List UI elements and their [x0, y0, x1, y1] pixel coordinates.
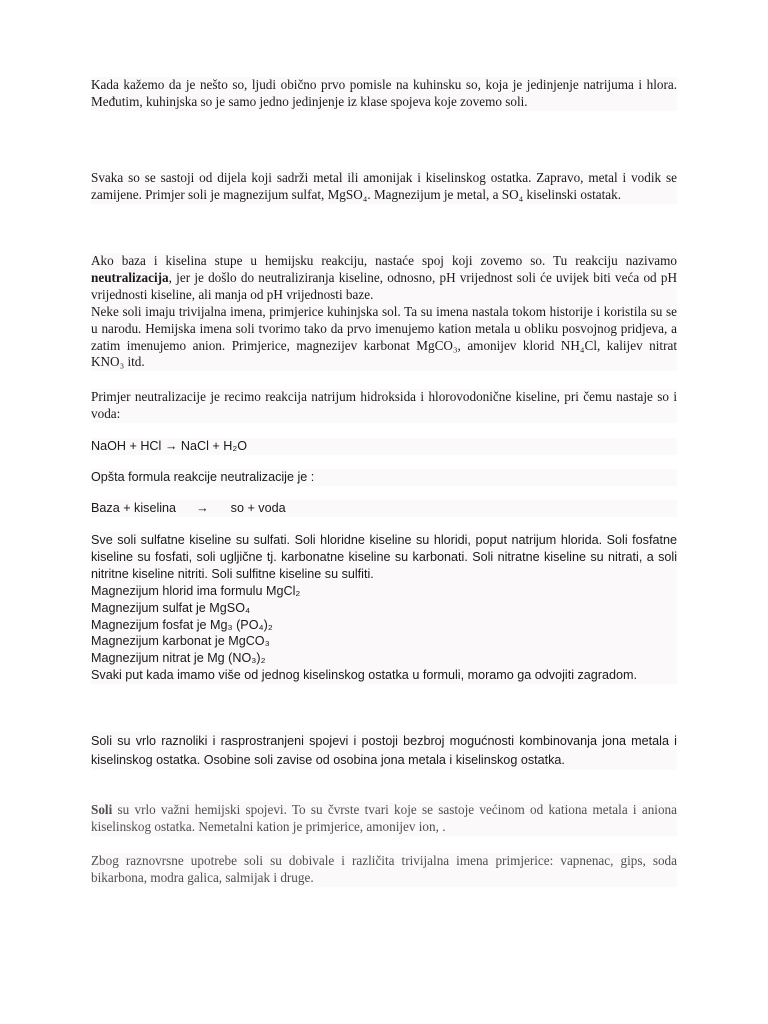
salts-important-text: Soli su vrlo važni hemijski spojevi. To su čvrste tvari koje se sastoje većinom od kationa metala i aniona kiselinskog ostatka. Nemetalni kation je primjerice, amonijev ion, . [91, 802, 677, 834]
list-item: Magnezijum hlorid ima formulu MgCl₂ [91, 583, 301, 598]
neutralization-text: Ako baza i kiselina stupe u hemijsku reakciju, nastaće spoj koji zovemo so. Tu reakciju nazivamo neutralizacija, jer je došlo do neutraliziranja kiseline, odnosno, pH vrijednost soli će uvijek biti veća od pH vrijednosti kiseline, ali manja od pH vrijednosti baze. [91, 253, 677, 302]
paragraph-variety [91, 732, 677, 770]
example-text: Primjer neutralizacije je recimo reakcija natrijum hidroksida i hlorovodonične kiseline, pri čemu nastaje so i voda: [91, 389, 677, 421]
list-item: Magnezijum fosfat je Mg₃ (PO₄)₂ [91, 617, 273, 632]
salts-term: Soli [91, 802, 113, 817]
neutralization-term: neutralizacija [91, 269, 169, 285]
salt-types-text: Sve soli sulfatne kiseline su sulfati. Soli hloridne kiseline su hloridi, poput natrijum hlorida. Soli fosfatne kiseline su fosfati, soli ugljične tj. karbonatne kiseline su karbonati. Soli nitratne kiseline su nitrati, a soli nitritne kiseline nitriti. Soli sulfitne kiseline su sulfiti. [91, 533, 677, 581]
general-formula-equation [91, 500, 677, 517]
formula-right: so + voda [230, 501, 286, 515]
paragraph-trivial-uses [91, 853, 677, 887]
trivial-names-text: Neke soli imaju trivijalna imena, primjerice kuhinjska sol. Ta su imena nastala tokom historije i koristila su se u narodu. Hemijska imena soli tvorimo tako da prvo imenujemo kation metala u obliku posvojnog pridjeva, a zatim imenujemo anion. Primjerice, magnezijev karbonat MgCO₃, amonijev klorid NH₄Cl, kalijev nitrat KNO₃ itd. [91, 303, 677, 370]
salt-composition-text: Svaka so se sastoji od dijela koji sadrži metal ili amonijak i kiselinskog ostatka. Zapravo, metal i vodik se zamijene. Primjer soli je magnezijum sulfat, MgSO₄. Magnezijum je metal, a SO₄ kiselinski ostatak. [91, 170, 677, 202]
paragraph-example [91, 389, 677, 423]
equation-text: NaOH + HCl → NaCl + H₂O [91, 439, 248, 453]
general-formula-heading [91, 469, 677, 486]
paragraph-neutralization [91, 253, 677, 371]
brackets-text: Svaki put kada imamo više od jednog kiselinskog ostatka u formuli, moramo ga odvojiti zagradom. [91, 668, 637, 683]
list-item: Magnezijum nitrat je Mg (NO₃)₂ [91, 651, 266, 666]
paragraph-salt-types [91, 532, 677, 684]
trivial-uses-text: Zbog raznovrsne upotrebe soli su dobivale i različita trivijalna imena primjerice: vapnenac, gips, soda bikarbona, modra galica, salmijak i druge. [91, 853, 677, 885]
formula-left: Baza + kiselina [91, 501, 177, 515]
intro-text: Kada kažemo da je nešto so, ljudi obično prvo pomisle na kuhinsku so, koja je jedinjenje natrijuma i hlora. Međutim, kuhinjska so je samo jedno jedinjenje iz klase spojeva koje zovemo soli. [91, 77, 677, 109]
list-item: Magnezijum sulfat je MgSO₄ [91, 600, 251, 615]
paragraph-intro [91, 77, 677, 111]
paragraph-salt-composition [91, 170, 677, 204]
list-item: Magnezijum karbonat je MgCO₃ [91, 634, 270, 649]
arrow-icon: → [196, 501, 209, 515]
paragraph-salts-important [91, 802, 677, 836]
equation-neutralization [91, 438, 677, 455]
general-formula-text: Opšta formula reakcije neutralizacije je : [91, 470, 315, 484]
variety-text: Soli su vrlo raznoliki i rasprostranjeni spojevi i postoji bezbroj mogućnosti kombinovanja jona metala i kiselinskog ostatka. Osobine soli zavise od osobina jona metala i kiselinskog ostatka. [91, 734, 677, 767]
